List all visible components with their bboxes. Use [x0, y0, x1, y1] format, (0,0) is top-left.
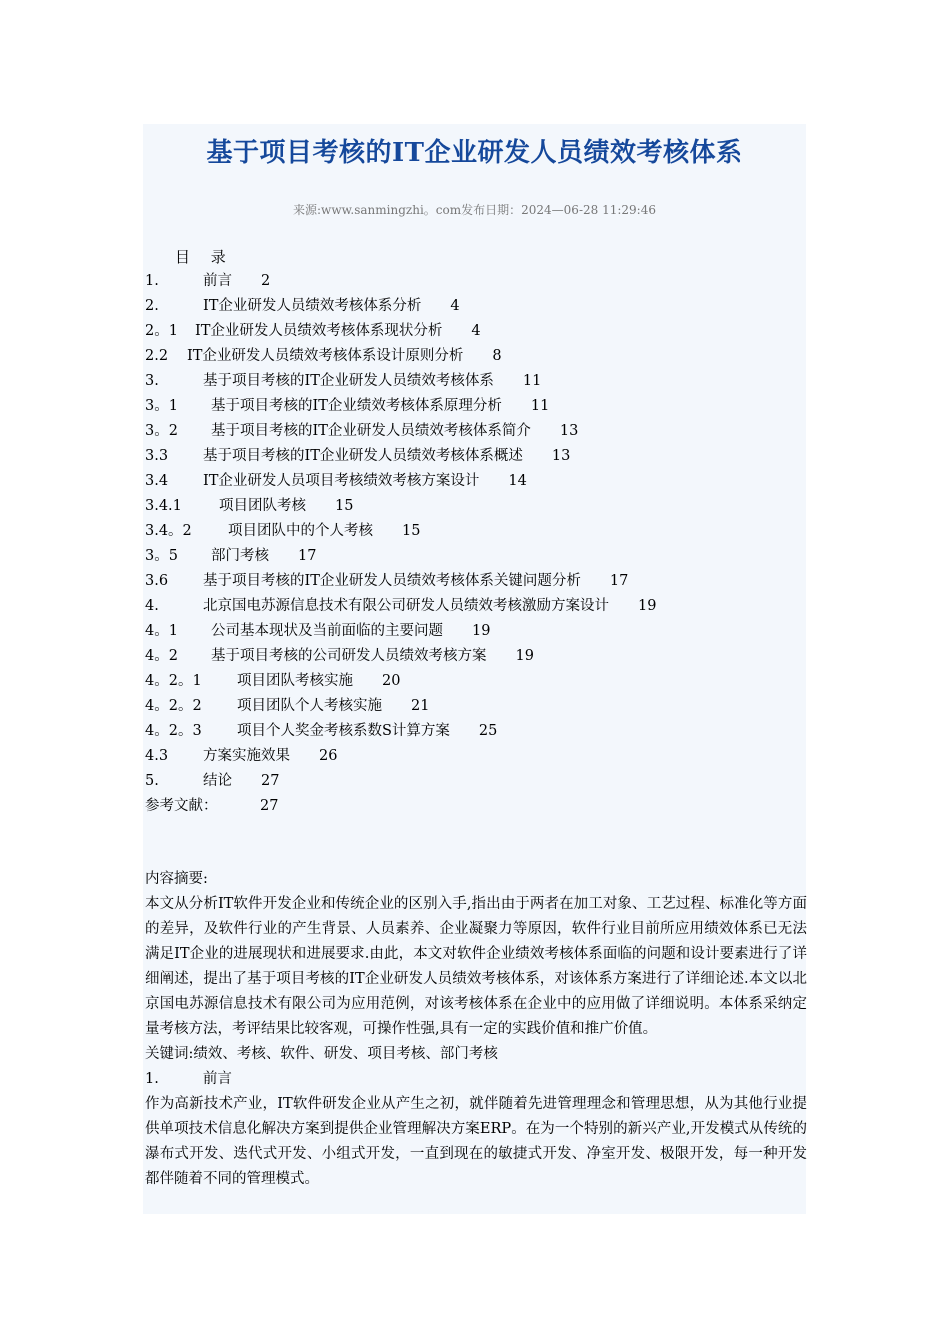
toc-item-text: 项目团队考核实施 20	[237, 673, 401, 689]
toc-item-number: 4.3	[145, 748, 169, 764]
toc-item-text: 基于项目考核的IT企业研发人员绩效考核体系概述 13	[203, 448, 571, 464]
toc-item[interactable]	[145, 320, 805, 345]
toc-item[interactable]	[145, 670, 805, 695]
toc-item[interactable]	[145, 720, 805, 745]
toc-item-number: 3。2	[145, 423, 178, 439]
toc-item-text: 基于项目考核的IT企业研发人员绩效考核体系简介 13	[211, 423, 579, 439]
publish-meta: 来源:www.sanmingzhi。com发布日期：2024—06-28 11:29:46	[293, 203, 656, 217]
toc-item[interactable]	[145, 420, 805, 445]
toc-item[interactable]	[145, 695, 805, 720]
toc-item-number: 4。2	[145, 648, 178, 664]
section-heading	[145, 1067, 807, 1092]
abstract-label: 内容摘要:	[145, 871, 208, 887]
toc-item-text: 前言 2	[203, 273, 271, 289]
toc-item[interactable]	[145, 745, 805, 770]
toc-item[interactable]	[145, 770, 805, 795]
toc-heading: 目 录	[175, 248, 234, 266]
keywords: 关键词:绩效、考核、软件、研发、项目考核、部门考核	[145, 1046, 498, 1062]
toc-item-text: 结论 27	[203, 773, 280, 789]
toc-item-number: 3。5	[145, 548, 178, 564]
toc-item[interactable]	[145, 345, 805, 370]
toc-item[interactable]	[145, 620, 805, 645]
toc-item-text: 项目个人奖金考核系数S计算方案 25	[237, 723, 498, 739]
toc-item-text: 基于项目考核的IT企业绩效考核体系原理分析 11	[211, 398, 550, 414]
toc-item[interactable]	[145, 645, 805, 670]
toc-item[interactable]	[145, 595, 805, 620]
toc-item-text: 项目团队个人考核实施 21	[237, 698, 430, 714]
page-title: 基于项目考核的IT企业研发人员绩效考核体系	[206, 138, 743, 168]
toc-item-text: 部门考核 17	[211, 548, 317, 564]
abstract-body: 本文从分析IT软件开发企业和传统企业的区别入手,指出由于两者在加工对象、工艺过程、标准化等方面的差异，及软件行业的产生背景、人员素养、企业凝聚力等原因，软件行业目前所应用绩效体系已无法满足IT企业的进展现状和进展要求.由此，本文对软件企业绩效考核体系面临的问题和设计要素进行了详细阐述，提出了基于项目考核的IT企业研发人员绩效考核体系，对该体系方案进行了详细论述.本文以北京国电苏源信息技术有限公司为应用范例，对该考核体系在企业中的应用做了详细说明。本体系采纳定量考核方法，考评结果比较客观，可操作性强,具有一定的实践价值和推广价值。	[145, 896, 807, 1037]
toc-item-text: 基于项目考核的IT企业研发人员绩效考核体系关键问题分析 17	[203, 573, 629, 589]
toc-item[interactable]	[145, 370, 805, 395]
section-number: 1.	[145, 1071, 159, 1087]
toc-item-number: 2。1	[145, 323, 178, 339]
toc-item[interactable]	[145, 470, 805, 495]
toc-item[interactable]	[145, 270, 805, 295]
toc-item-text: 27	[260, 798, 279, 814]
intro-paragraph: 作为高新技术产业，IT软件研发企业从产生之初，就伴随着先进管理理念和管理思想，从为其他行业提供单项技术信息化解决方案到提供企业管理解决方案ERP。在为一个特别的新兴产业,开发模式从传统的瀑布式开发、迭代式开发、小组式开发，一直到现在的敏捷式开发、净室开发、极限开发，每一种开发都伴随着不同的管理模式。	[145, 1096, 807, 1187]
section-title: 前言	[202, 1071, 232, 1087]
toc-item-number: 4。1	[145, 623, 178, 639]
toc-item-number: 参考文献：	[145, 798, 218, 814]
toc-item-number: 3.	[145, 373, 159, 389]
toc-item-number: 1.	[145, 273, 159, 289]
toc-item-number: 3.4.1	[145, 498, 182, 514]
toc-item-number: 4.	[145, 598, 159, 614]
toc-item-number: 3.3	[145, 448, 169, 464]
toc-item-text: IT企业研发人员绩效考核体系分析 4	[203, 298, 460, 314]
toc-item-text: 公司基本现状及当前面临的主要问题 19	[211, 623, 491, 639]
toc-item[interactable]	[145, 520, 805, 545]
toc-item[interactable]	[145, 495, 805, 520]
toc-item-text: IT企业研发人员绩效考核体系设计原则分析 8	[187, 348, 502, 364]
toc-item[interactable]	[145, 395, 805, 420]
toc-item-text: 项目团队中的个人考核 15	[228, 523, 421, 539]
toc-item[interactable]	[145, 545, 805, 570]
toc-item-number: 4。2。1	[145, 673, 202, 689]
toc-item-number: 3.6	[145, 573, 169, 589]
toc-item[interactable]	[145, 295, 805, 320]
toc-item-number: 4。2。3	[145, 723, 202, 739]
toc-item-text: IT企业研发人员绩效考核体系现状分析 4	[195, 323, 481, 339]
toc-item-text: 北京国电苏源信息技术有限公司研发人员绩效考核激励方案设计 19	[203, 598, 657, 614]
toc-item[interactable]	[145, 445, 805, 470]
toc-item-number: 2.	[145, 298, 159, 314]
toc-item-text: IT企业研发人员项目考核绩效考核方案设计 14	[203, 473, 527, 489]
toc-item[interactable]	[145, 570, 805, 595]
toc-item-number: 2.2	[145, 348, 169, 364]
toc-item-number: 3。1	[145, 398, 178, 414]
table-of-contents	[145, 270, 805, 820]
toc-item-text: 基于项目考核的公司研发人员绩效考核方案 19	[211, 648, 534, 664]
abstract-section	[145, 867, 807, 1192]
toc-item-number: 5.	[145, 773, 159, 789]
toc-item-text: 项目团队考核 15	[219, 498, 354, 514]
toc-item-number: 4。2。2	[145, 698, 202, 714]
toc-item-number: 3.4。2	[145, 523, 192, 539]
toc-item-text: 方案实施效果 26	[203, 748, 338, 764]
toc-item[interactable]	[145, 795, 805, 820]
toc-item-number: 3.4	[145, 473, 169, 489]
toc-item-text: 基于项目考核的IT企业研发人员绩效考核体系 11	[203, 373, 542, 389]
